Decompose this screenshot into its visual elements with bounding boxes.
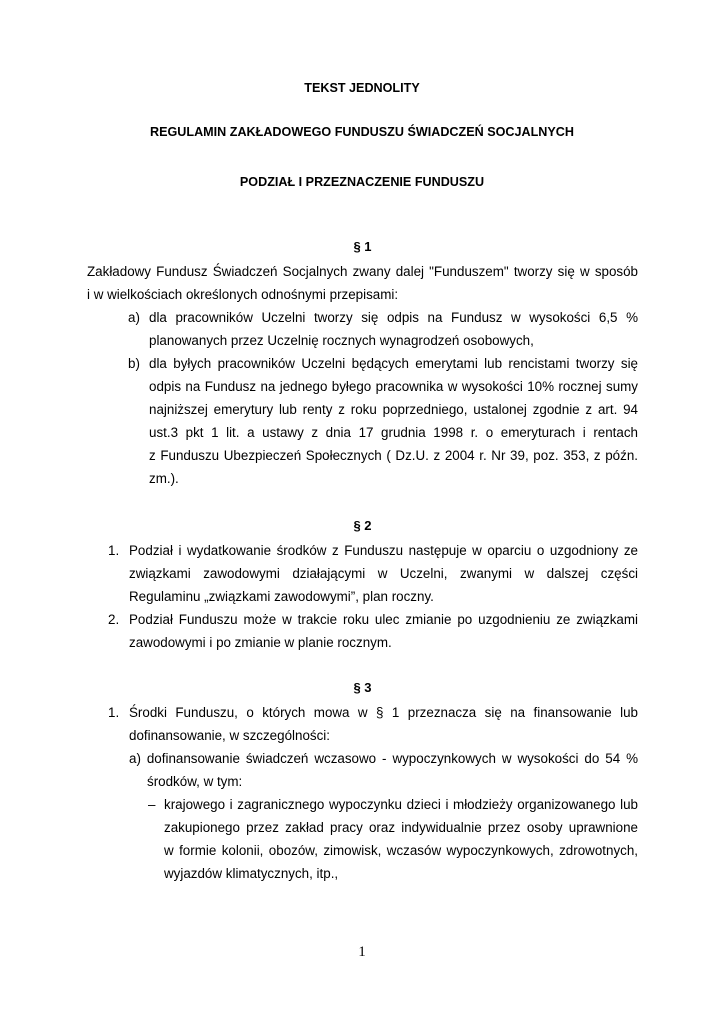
text-line: dla pracowników Uczelni tworzy się odpis na Fundusz w wysokości 6,5 % [149, 310, 638, 325]
list-marker-2: 2. [108, 612, 120, 627]
text-line: a) dofinansowanie świadczeń wczasowo - wypoczynkowych w wysokości do 54 % [129, 751, 638, 766]
text-line: Zakładowy Fundusz Świadczeń Socjalnych zwany dalej "Funduszem" tworzy się w sposób [87, 264, 638, 279]
text-line: planowanych przez Uczelnię rocznych wynagrodzeń osobowych, [149, 333, 534, 348]
text-line: dofinansowanie, w szczególności: [129, 728, 330, 743]
section-title: PODZIAŁ I PRZEZNACZENIE FUNDUSZU [239, 175, 485, 189]
text-line: wyjazdów klimatycznych, itp., [164, 866, 339, 881]
text-line: Podział i wydatkowanie środków z Funduszu następuje w oparciu o uzgodniony ze [129, 543, 638, 558]
list-item-1 [129, 701, 638, 747]
list-marker-a: a) [128, 310, 140, 325]
text-line: i w wielkościach określonych odnośnymi przepisami: [87, 287, 399, 302]
text-line: zakupionego przez zakład pracy oraz indywidualnie przez osoby uprawnione [164, 820, 638, 835]
dash-item [164, 793, 638, 885]
list-item-1 [129, 539, 638, 608]
text-line: środków, w tym: [147, 774, 243, 789]
list-item-a [149, 306, 638, 352]
list-item-2 [129, 608, 638, 654]
list-marker-1: 1. [108, 543, 120, 558]
document-title: TEKST JEDNOLITY [304, 81, 420, 95]
text-line: odpis na Fundusz na jednego byłego pracownika w wysokości 10% rocznej sumy [149, 379, 638, 394]
list-marker-1: 1. [108, 705, 120, 720]
page-number: 1 [358, 944, 366, 960]
list-marker-b: b) [128, 356, 140, 371]
text-line: najniższej emerytury lub renty z roku poprzedniego, ustalonej zgodnie z art. 94 [149, 402, 638, 417]
text-line: ust.3 pkt 1 lit. a ustawy z dnia 17 grudnia 1998 r. o emeryturach i rentach [149, 425, 638, 440]
paragraph-1-heading: § 1 [353, 239, 372, 254]
paragraph-1-intro [87, 260, 638, 306]
text-line: z Funduszu Ubezpieczeń Społecznych ( Dz.U. z 2004 r. Nr 39, poz. 353, z późn. [149, 448, 638, 463]
text-line: dla byłych pracowników Uczelni będących emerytami lub rencistami tworzy się [149, 356, 638, 371]
text-line: zm.). [149, 471, 179, 486]
text-line: Podział Funduszu może w trakcie roku ulec zmianie po uzgodnieniu ze związkami [129, 612, 638, 627]
text-line: Środki Funduszu, o których mowa w § 1 przeznacza się na finansowanie lub [129, 705, 638, 720]
text-line: w formie kolonii, obozów, zimowisk, wczasów wypoczynkowych, zdrowotnych, [164, 843, 638, 858]
text-line: zawodowymi i po zmianie w planie rocznym. [129, 635, 392, 650]
list-item-b [149, 352, 638, 490]
text-line: Regulaminu „związkami zawodowymi”, plan roczny. [129, 589, 434, 604]
paragraph-2-heading: § 2 [353, 518, 372, 533]
text-line: związkami zawodowymi działającymi w Uczelni, zwanymi w dalszej części [129, 566, 638, 581]
sub-item-a [129, 747, 638, 793]
text-line: krajowego i zagranicznego wypoczynku dzieci i młodzieży organizowanego lub [164, 797, 638, 812]
paragraph-3-heading: § 3 [353, 680, 372, 695]
regulation-title: REGULAMIN ZAKŁADOWEGO FUNDUSZU ŚWIADCZEŃ SOCJALNYCH [150, 125, 574, 139]
dash-marker: – [148, 797, 156, 812]
